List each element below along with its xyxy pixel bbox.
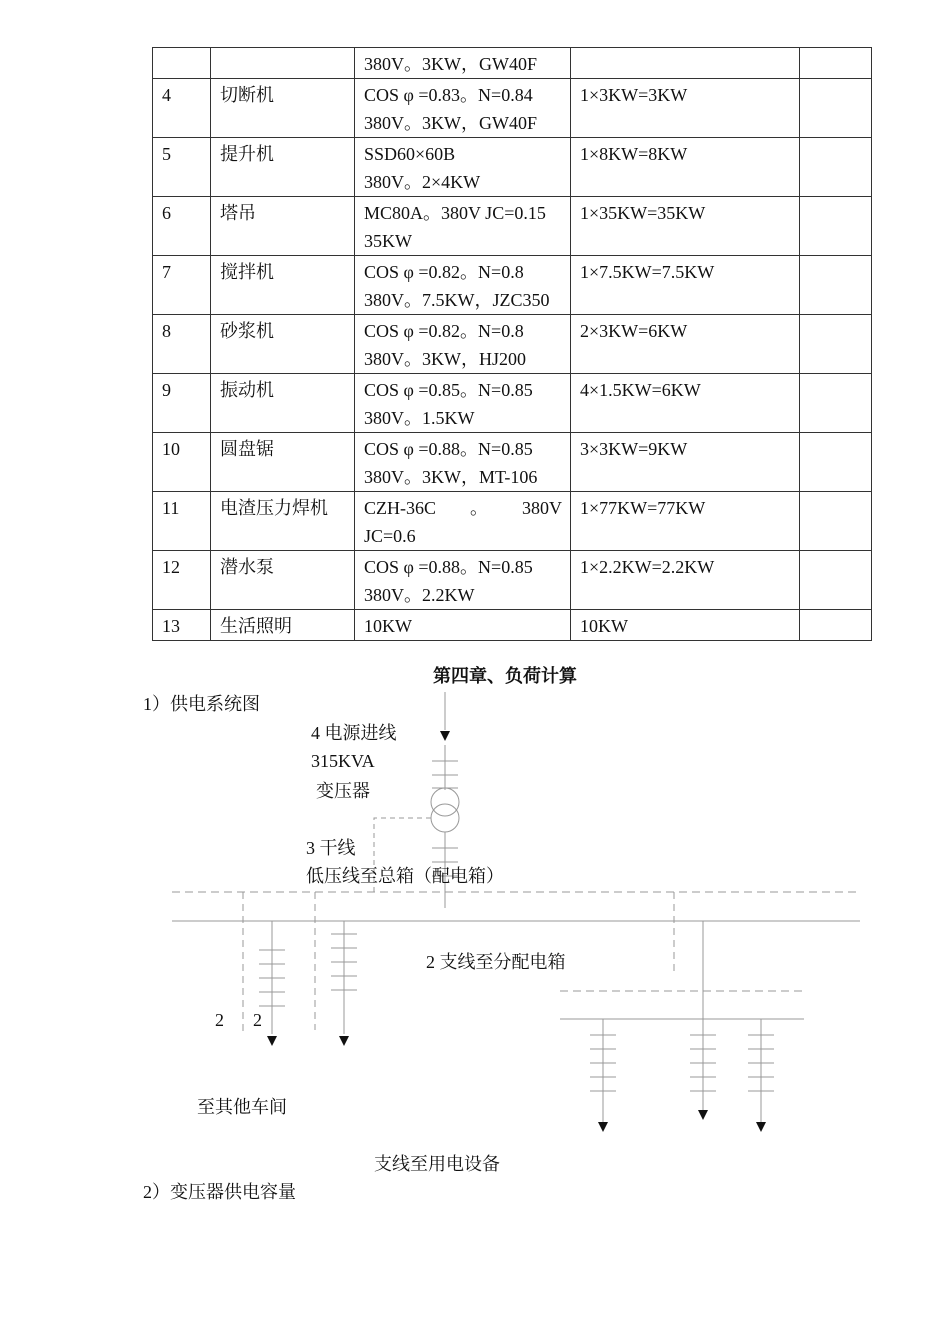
label-num-a: 2 [215, 1010, 224, 1030]
spec-line: 380V。3KW，MT-106 [364, 467, 538, 487]
spec-line: SSD60×60B [364, 144, 456, 164]
cell-load: 1×2.2KW=2.2KW [571, 551, 800, 610]
label-capacity: 315KVA [311, 751, 375, 771]
cell-load: 1×3KW=3KW [571, 79, 800, 138]
section-heading-1: 1）供电系统图 [143, 694, 260, 714]
cell-load: 4×1.5KW=6KW [571, 374, 800, 433]
cell-name: 潜水泵 [211, 551, 355, 610]
spec-fragment: CZH-36C [364, 498, 436, 518]
cell-load: 1×8KW=8KW [571, 138, 800, 197]
cell-no: 4 [153, 79, 211, 138]
spec-line: 380V。3KW，GW40F [364, 54, 537, 74]
spec-line: COS φ =0.88。N=0.85 [364, 557, 533, 577]
arrow-down-icon [339, 1036, 349, 1046]
spec-line: 380V。2×4KW [364, 172, 481, 192]
cell-name: 圆盘锯 [211, 433, 355, 492]
transformer-coil-upper [431, 788, 459, 816]
cell-name: 搅拌机 [211, 256, 355, 315]
cell-load: 1×7.5KW=7.5KW [571, 256, 800, 315]
cell-name: 生活照明 [211, 610, 355, 641]
transformer-coil-lower [431, 804, 459, 832]
spec-line: COS φ =0.85。N=0.85 [364, 380, 533, 400]
spec-line: 380V。1.5KW [364, 408, 475, 428]
spec-line: 380V。3KW，HJ200 [364, 349, 526, 369]
label-branch-to-box: 2 支线至分配电箱 [426, 952, 566, 972]
cell-no: 11 [153, 492, 211, 551]
spec-line: 35KW [364, 231, 412, 251]
label-trunk: 3 干线 [306, 838, 356, 858]
cell-name: 切断机 [211, 79, 355, 138]
cell-no: 12 [153, 551, 211, 610]
arrow-down-icon [440, 731, 450, 741]
section-heading-2: 2）变压器供电容量 [143, 1182, 296, 1202]
spec-line: JC=0.6 [364, 526, 416, 546]
cell-load: 2×3KW=6KW [571, 315, 800, 374]
cell-no: 7 [153, 256, 211, 315]
cell-no: 10 [153, 433, 211, 492]
spec-fragment: 。 [470, 498, 488, 518]
spec-line: 10KW [364, 616, 412, 636]
cell-name: 振动机 [211, 374, 355, 433]
arrow-down-icon [698, 1110, 708, 1120]
cell-no: 8 [153, 315, 211, 374]
arrow-down-icon [598, 1122, 608, 1132]
spec-line: MC80A。380V JC=0.15 [364, 203, 546, 223]
spec-line: 380V。2.2KW [364, 585, 475, 605]
cell-load: 10KW [571, 610, 800, 641]
cell-load: 3×3KW=9KW [571, 433, 800, 492]
spec-line: COS φ =0.82。N=0.8 [364, 262, 524, 282]
spec-line: 380V。3KW，GW40F [364, 113, 537, 133]
cell-name: 塔吊 [211, 197, 355, 256]
cell-name: 砂浆机 [211, 315, 355, 374]
arrow-down-icon [267, 1036, 277, 1046]
label-power-in: 4 电源进线 [311, 723, 397, 743]
cell-no: 9 [153, 374, 211, 433]
spec-line: COS φ =0.88。N=0.85 [364, 439, 533, 459]
spec-line: COS φ =0.83。N=0.84 [364, 85, 533, 105]
label-num-b: 2 [253, 1010, 262, 1030]
label-low-voltage: 低压线至总箱（配电箱） [306, 866, 504, 886]
cell-no: 13 [153, 610, 211, 641]
arrow-down-icon [756, 1122, 766, 1132]
cell-no: 5 [153, 138, 211, 197]
cell-name: 提升机 [211, 138, 355, 197]
chapter-title: 第四章、负荷计算 [433, 666, 577, 686]
cell-load: 1×77KW=77KW [571, 492, 800, 551]
cell-load: 1×35KW=35KW [571, 197, 800, 256]
cell-name: 电渣压力焊机 [211, 492, 355, 551]
spec-line: COS φ =0.82。N=0.8 [364, 321, 524, 341]
cell-no: 6 [153, 197, 211, 256]
spec-fragment: 380V [522, 498, 562, 518]
label-branch-to-equipment: 支线至用电设备 [374, 1154, 500, 1174]
label-transformer: 变压器 [316, 781, 370, 801]
spec-line: 380V。7.5KW，JZC350 [364, 290, 550, 310]
label-to-workshop: 至其他车间 [197, 1097, 287, 1117]
